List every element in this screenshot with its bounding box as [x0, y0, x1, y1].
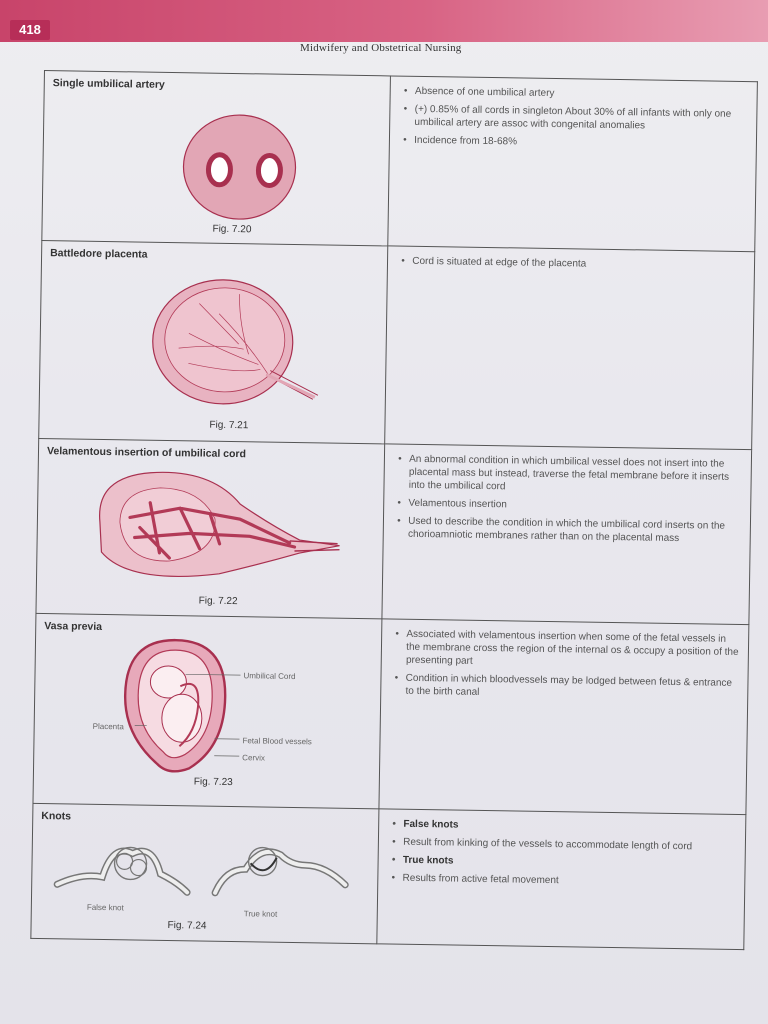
list-item: • Results from active fetal movement [402, 872, 738, 890]
description-cell [377, 809, 746, 950]
table-row [31, 803, 746, 949]
table-row [42, 71, 758, 252]
row-title: Battledore placenta [50, 247, 148, 261]
bullet-list [400, 255, 748, 273]
label-true-knot: True knot [243, 909, 278, 919]
bullet-list [393, 628, 742, 703]
label-false-knot: False knot [86, 902, 124, 913]
table-row [36, 438, 752, 624]
bullet-list [396, 453, 745, 546]
row-title: Velamentous insertion of umbilical cord [46, 445, 247, 461]
label-fetal-blood-vessels: Fetal Blood vessels [242, 736, 312, 747]
figure-cell [31, 803, 379, 943]
figure-caption: Fig. 7.24 [167, 920, 207, 932]
true-knot-illustration [210, 839, 351, 905]
list-item: • Result from kinking of the vessels to accommodate length of cord [403, 836, 739, 854]
list-item: • False knots [403, 818, 739, 836]
figure-caption: Fig. 7.23 [193, 776, 233, 789]
false-knot-illustration [52, 832, 193, 904]
bullet-list [390, 818, 739, 890]
description-cell [388, 76, 757, 252]
row-title: Single umbilical artery [52, 77, 165, 91]
list-item: • Condition in which bloodvessels may be lodged between fetus & entrance to the birth canal [405, 672, 741, 703]
list-item: • Absence of one umbilical artery [415, 85, 751, 103]
list-item: • Used to describe the condition in which the umbilical cord inserts on the chorioamniotic membranes rather than on the placental mass [408, 515, 744, 546]
list-item: • Incidence from 18-68% [414, 134, 750, 152]
content-table [30, 70, 758, 950]
description-cell [382, 444, 751, 625]
figure-cell [36, 438, 385, 618]
table-row [39, 240, 755, 449]
label-umbilical-cord: Umbilical Cord [243, 671, 296, 682]
list-item: • Velamentous insertion [408, 497, 744, 515]
description-cell [385, 246, 755, 450]
top-color-band [0, 0, 768, 42]
list-item: • Associated with velamentous insertion when some of the fetal vessels in the membrane cross the region of the internal os & occupy a position of the presenting part [406, 628, 742, 672]
single-umbilical-artery-illustration [179, 111, 301, 223]
battledore-placenta-illustration [148, 273, 330, 416]
description-cell [379, 619, 749, 815]
label-cervix: Cervix [242, 753, 265, 763]
table-row [33, 613, 749, 814]
figure-cell [39, 240, 388, 443]
row-title: Knots [41, 810, 72, 823]
velamentous-insertion-illustration [89, 462, 347, 590]
list-item: • Cord is situated at edge of the placenta [412, 255, 748, 273]
figure-caption: Fig. 7.21 [209, 419, 249, 432]
list-item: • An abnormal condition in which umbilical vessel does not insert into the placental mass but instead, traverse the fetal membrane before it inserts into the umbilical cord [409, 453, 745, 497]
page-number: 418 [10, 20, 50, 40]
bullet-list [402, 85, 751, 152]
figure-caption: Fig. 7.20 [212, 223, 252, 236]
list-item: • (+) 0.85% of all cords in singleton About 30% of all infants with only one umbilical artery are assoc with congenital anomalies [414, 103, 750, 134]
label-placenta: Placenta [92, 721, 124, 732]
figure-cell [42, 71, 391, 246]
running-head: Midwifery and Obstetrical Nursing [300, 42, 462, 54]
figure-cell [33, 613, 382, 808]
row-title: Vasa previa [44, 620, 103, 633]
figure-caption: Fig. 7.22 [198, 595, 238, 608]
list-item: • True knots [403, 854, 739, 872]
